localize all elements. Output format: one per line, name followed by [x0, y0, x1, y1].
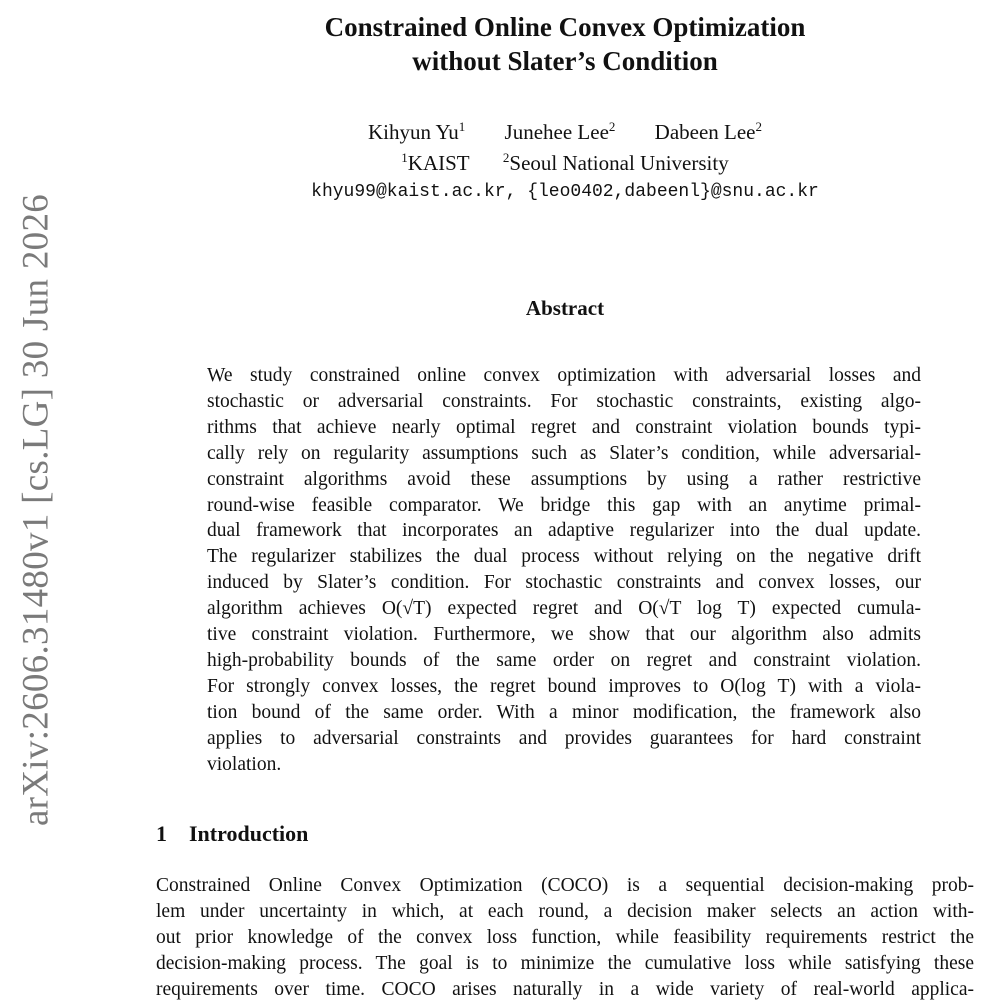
- arxiv-identifier-stamp: [0, 0, 60, 1000]
- author-list: [140, 118, 990, 146]
- abstract-line: high-probability bounds of the same order on regret and constraint violation.: [207, 649, 921, 671]
- abstract-line: induced by Slater’s condition. For stochastic constraints and convex losses, our: [207, 572, 921, 594]
- author-emails: khyu99@kaist.ac.kr, {leo0402,dabeenl}@snu.ac.kr: [311, 182, 819, 202]
- abstract-line: rithms that achieve nearly optimal regret and constraint violation bounds typi-: [207, 416, 921, 438]
- arxiv-identifier-text: arXiv:2606.31480v1 [cs.LG] 30 Jun 2026: [15, 193, 57, 827]
- affiliation: [401, 151, 469, 175]
- introduction-line: out prior knowledge of the convex loss function, while feasibility requirements restrict the: [156, 926, 974, 948]
- abstract-line: dual framework that incorporates an adaptive regularizer into the dual update.: [207, 520, 921, 542]
- author: [655, 120, 762, 144]
- abstract-line: tive constraint violation. Furthermore, we show that our algorithm also admits: [207, 624, 921, 646]
- author-affiliation-mark: 2: [608, 119, 616, 134]
- section-number: 1: [156, 821, 167, 846]
- title-line-1: Constrained Online Convex Optimization: [324, 12, 806, 42]
- abstract-line: stochastic or adversarial constraints. For stochastic constraints, existing algo-: [207, 390, 921, 412]
- introduction-line: Constrained Online Convex Optimization (COCO) is a sequential decision-making prob-: [156, 875, 974, 896]
- author: [368, 120, 465, 144]
- affiliation-mark: 2: [502, 150, 510, 165]
- author-name: Kihyun Yu: [367, 120, 459, 144]
- abstract-line: For strongly convex losses, the regret bound improves to O(log T) with a viola-: [207, 675, 921, 697]
- abstract-line: violation.: [207, 753, 282, 775]
- abstract-line: cally rely on regularity assumptions such as Slater’s condition, while adversarial-: [207, 442, 921, 464]
- affiliation-name: KAIST: [407, 151, 470, 175]
- abstract-line: round-wise feasible comparator. We bridge this gap with an anytime primal-: [207, 494, 921, 516]
- affiliation-list: [140, 149, 990, 177]
- section-heading-introduction: [156, 821, 308, 847]
- affiliation-name: Seoul National University: [509, 151, 729, 175]
- abstract-line: We study constrained online convex optimization with adversarial losses and: [207, 365, 921, 386]
- author-affiliation-mark: 1: [458, 119, 466, 134]
- introduction-line: lem under uncertainty in which, at each round, a decision maker selects an action with-: [156, 900, 974, 922]
- abstract-heading: Abstract: [525, 296, 605, 320]
- introduction-body: [156, 873, 974, 1003]
- abstract-body: [207, 363, 921, 778]
- title-line-2: without Slater’s Condition: [412, 46, 718, 76]
- author-name: Junehee Lee: [504, 120, 609, 144]
- affiliation: [503, 151, 729, 175]
- affiliation-mark: 1: [401, 150, 408, 165]
- author: [505, 120, 616, 144]
- introduction-line: requirements over time. COCO arises naturally in a wide variety of real-world applica-: [156, 978, 974, 1000]
- paper-title: [140, 10, 990, 78]
- abstract-line: The regularizer stabilizes the dual process without relying on the negative drift: [207, 546, 921, 568]
- abstract-line: tion bound of the same order. With a minor modification, the framework also: [207, 701, 921, 723]
- abstract-line: constraint algorithms avoid these assumptions by using a rather restrictive: [207, 468, 921, 490]
- introduction-line: decision-making process. The goal is to minimize the cumulative loss while satisfying these: [156, 952, 974, 974]
- section-title: Introduction: [189, 821, 309, 846]
- abstract-line: algorithm achieves O(√T) expected regret and O(√T log T) expected cumula-: [207, 598, 921, 620]
- abstract-line: applies to adversarial constraints and provides guarantees for hard constraint: [207, 727, 921, 749]
- author-name: Dabeen Lee: [654, 120, 756, 144]
- author-affiliation-mark: 2: [755, 119, 763, 134]
